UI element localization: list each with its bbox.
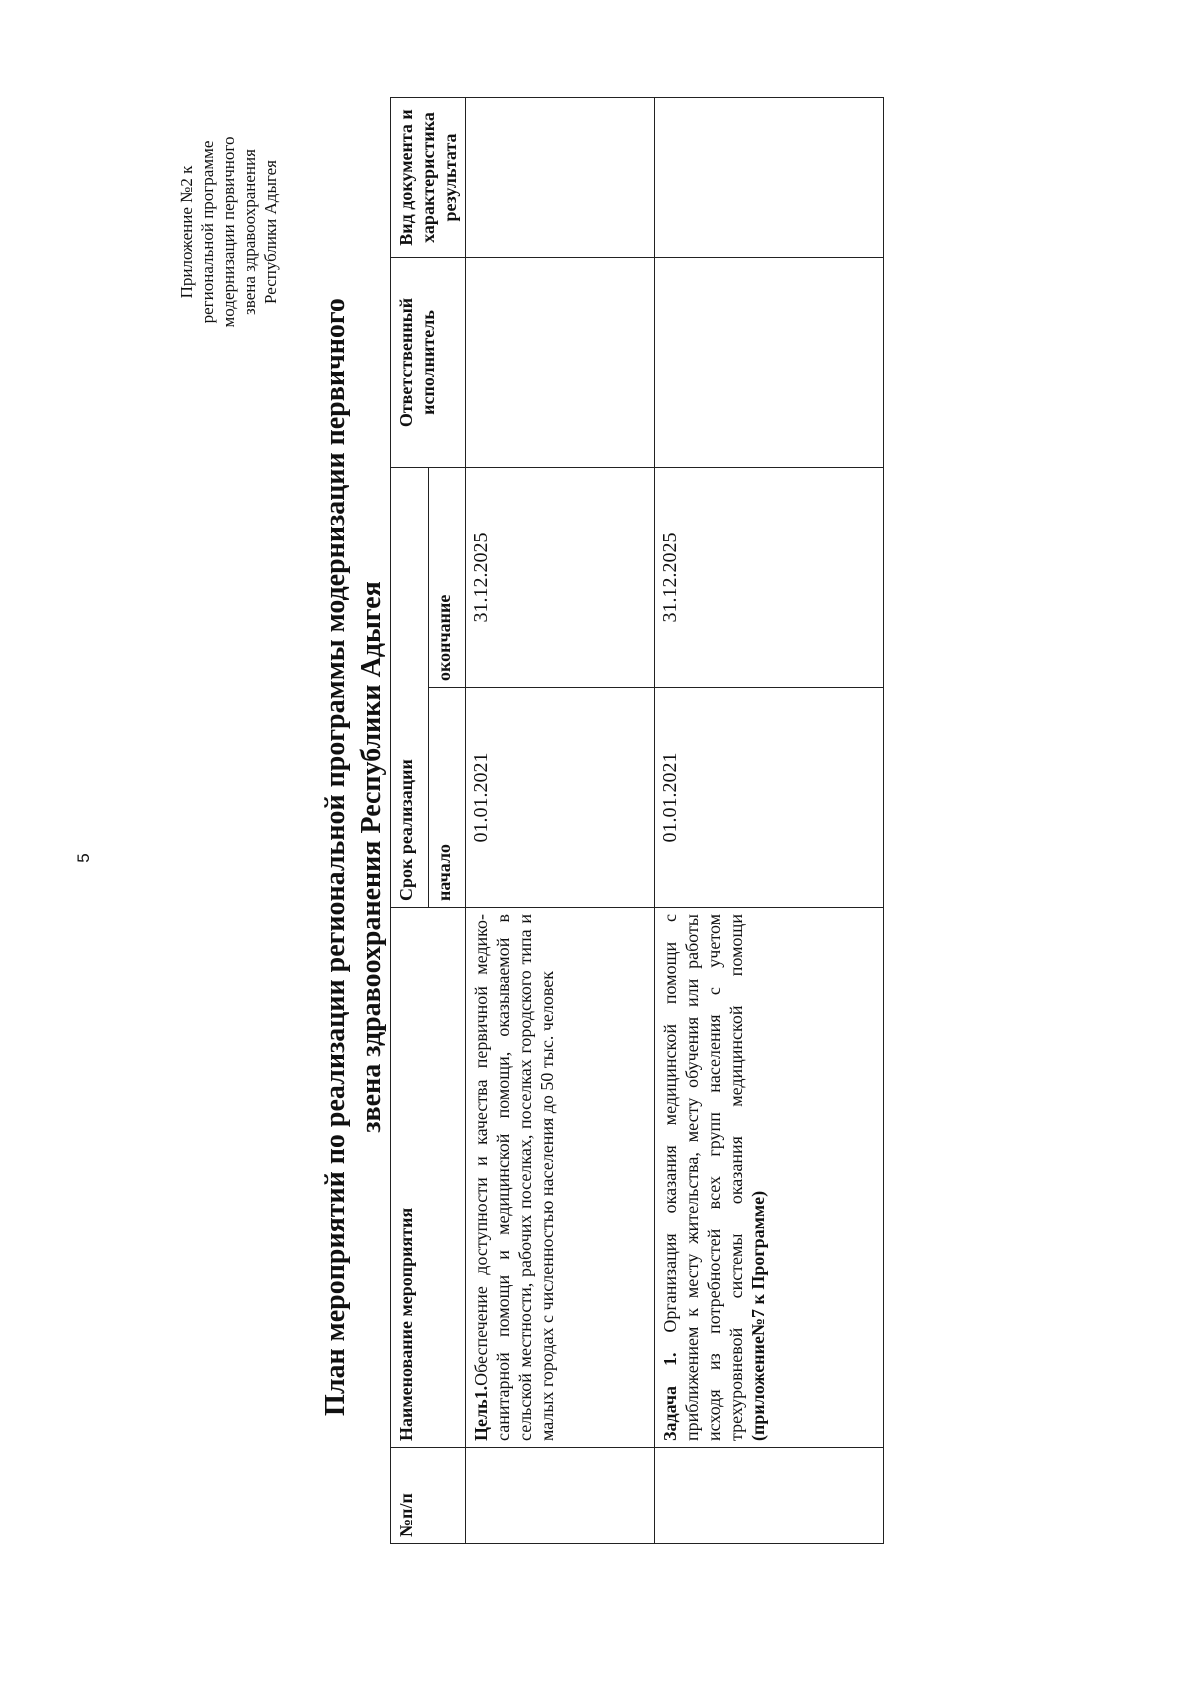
- task-text: Организация оказания медицинской помощи с приближением к месту жительства, месту обучения или работы исходя из потребностей всех групп населения с учетом трехуровневой системы оказания медицинской помощи: [660, 914, 746, 1441]
- cell-result: [466, 97, 655, 257]
- plan-table: [390, 97, 884, 1544]
- goal-text: Обеспечение доступности и качества первичной медико-санитарной помощи и медицинской помощи, оказываемой в сельской местности, рабочих поселках, поселках городского типа и малых городах с численностью населения до 50 тыс. человек: [471, 914, 557, 1441]
- task-reference: (приложение№7 к Программе): [748, 1190, 768, 1441]
- cell-start: 01.01.2021: [466, 688, 655, 908]
- appendix-line: звена здравоохранения: [240, 149, 259, 315]
- title-line-2: звена здравоохранения Республики Адыгея: [356, 581, 387, 1133]
- cell-responsible: [655, 257, 884, 467]
- table-row: [655, 97, 884, 1543]
- cell-end: 31.12.2025: [466, 467, 655, 687]
- appendix-note: [176, 112, 281, 352]
- table-header-row: [391, 97, 429, 1543]
- cell-num: [655, 1448, 884, 1544]
- header-period: Срок реализации: [391, 467, 429, 907]
- cell-num: [466, 1448, 655, 1544]
- cell-end: 31.12.2025: [655, 467, 884, 687]
- appendix-line: Республики Адыгея: [261, 160, 280, 304]
- cell-responsible: [466, 257, 655, 467]
- cell-result: [655, 97, 884, 257]
- header-responsible: Ответственный исполнитель: [391, 257, 466, 467]
- appendix-line: модернизации первичного: [219, 136, 238, 328]
- header-result: Вид документа и характеристика результата: [391, 97, 466, 257]
- page-number: 5: [74, 853, 93, 863]
- document-title: [318, 167, 390, 1547]
- cell-start: 01.01.2021: [655, 688, 884, 908]
- task-label: Задача 1.: [660, 1352, 680, 1441]
- goal-label: Цель1.: [471, 1385, 491, 1441]
- header-num: №п/п: [391, 1448, 466, 1544]
- appendix-line: Приложение №2 к: [177, 165, 196, 299]
- title-line-1: План мероприятий по реализации региональной программы модернизации первичного: [320, 298, 351, 1416]
- header-end: окончание: [428, 467, 466, 687]
- cell-name: [655, 908, 884, 1448]
- appendix-line: региональной программе: [198, 140, 217, 324]
- header-name: Наименование мероприятия: [391, 908, 466, 1448]
- table-row: [466, 97, 655, 1543]
- header-start: начало: [428, 688, 466, 908]
- cell-name: [466, 908, 655, 1448]
